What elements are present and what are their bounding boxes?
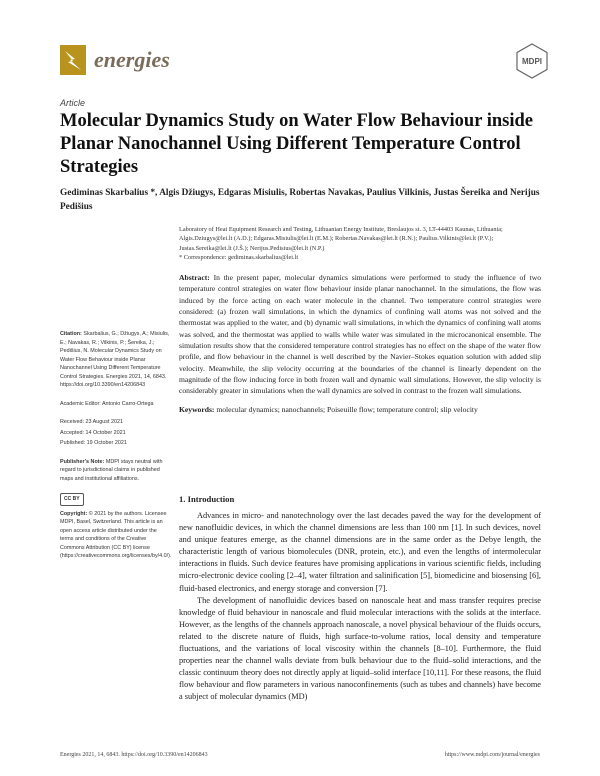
section-heading: 1. Introduction: [179, 494, 235, 504]
article-title: Molecular Dynamics Study on Water Flow Behaviour inside Planar Nanochannel Using Different Temperature Control Strategies: [60, 111, 533, 177]
article-type: Article: [60, 98, 86, 108]
journal-header: [60, 43, 550, 83]
journal-logo-icon: [60, 45, 86, 75]
front-matter: [179, 225, 541, 416]
editor-label: Academic Editor:: [60, 400, 101, 407]
publisher-note-label: Publisher’s Note:: [60, 458, 105, 465]
editor-name: Antonio Carro-Ortega: [101, 400, 154, 407]
copyright-label: Copyright:: [60, 510, 88, 517]
copyright-block: [60, 493, 170, 561]
abstract-label: Abstract:: [179, 273, 210, 283]
footer-citation: Energies 2021, 14, 6843. https://doi.org/10.3390/en14206843: [60, 752, 208, 758]
citation-label: Citation:: [60, 331, 82, 337]
citation-block: [60, 330, 170, 390]
abstract: [179, 272, 541, 396]
journal-name: energies: [94, 47, 170, 72]
keywords-label: Keywords:: [179, 405, 215, 415]
author-list: Gediminas Skarbalius *, Algis Džiugys, Edgaras Misiulis, Robertas Navakas, Paulius Vilkinis, Justas Šereika and Nerijus Pedišius: [60, 188, 540, 212]
keywords: [179, 404, 541, 415]
keywords-text: molecular dynamics; nanochannels; Poiseuille flow; temperature control; slip velocity: [216, 405, 478, 415]
affiliation: Laboratory of Heat Equipment Research and Testing, Lithuanian Energy Institute, Breslaujos st. 3, LT-44403 Kaunas, Lithuania; Algis.Dziugys@lei.lt (A.D.); Edgaras.Misiulis@lei.lt (E.M.); Robertas.Navakas@lei.lt (R.N.); Paulius.Vilkinis@lei.lt (P.V.); Justas.Sereika@lei.lt (J.Š.); Nerijus.Pedisius@lei.lt (N.P.): [179, 226, 503, 252]
published-date: Published: 19 October 2021: [60, 440, 127, 446]
footer-journal-link[interactable]: https://www.mdpi.com/journal/energies: [444, 752, 540, 758]
mdpi-logo-icon: [514, 43, 550, 79]
dates-block: [60, 418, 170, 448]
copyright-text: © 2021 by the authors. Licensee MDPI, Basel, Switzerland. This article is an open access article distributed under the terms and conditions of the Creative Commons Attribution (CC BY) license (https://creativecommons.org/licenses/by/4.0/).: [60, 510, 172, 559]
abstract-text: In the present paper, molecular dynamics simulations were performed to study the influence of two temperature control strategies on water flow behaviour inside planar nanochannel. In the simulations, the flow was induced by the force acting on each water molecule in the channel. Two temperature control strategies were considered: (a) frozen wall simulations, in which the dynamics of confining wall atoms was not solved and the thermostat was applied to the water, and (b) dynamic wall simulations, in which the dynamics of confining wall atoms was solved, and the thermostat was applied to walls while water was simulated in the microcanonical ensemble. The simulation results show that the considered temperature control strategies has no effect on the shape of the water flow profile, and flow behaviour in the channel is well described by the Navier–Stokes equation solution with added slip velocity. Meanwhile, the slip velocity occurring at the boundaries of the channel is linearly dependent on the magnitude of the flow inducing force in both frozen wall and dynamic wall simulations. However, the slip velocity is considerably greater in simulations when the wall dynamics are solved in contrast to the frozen wall simulations.: [179, 273, 541, 396]
introduction-section: [179, 494, 541, 704]
citation-text: Skarbalius, G.; Džiugys, A.; Misiulis, E.; Navakas, R.; Vilkinis, P.; Šereika, J.; Pedišius, N. Molecular Dynamics Study on Water Flow Behaviour inside Planar Nanochannel Using Different Temperature Control Strategies. Energies 2021, 14, 6843. https://doi.org/10.3390/en14206843: [60, 331, 170, 388]
intro-paragraph-2: The development of nanofluidic devices based on nanoscale heat and mass transfer requires precise knowledge of fluid behaviour in nanoscale and fluid molecular interactions with the solids at the interface. However, as the lengths of the channels approach nanoscale, a novel physical behaviour of the fluids occurs, related to the discrete nature of fluids, high surface-to-volume ratios, local density and temperature fluctuations, and the variations of local viscosity within the channels [8–10]. Furthermore, the fluid properties near the channel walls deviate from bulk behaviour due to the fluid–solid interactions, and the classic continuum theory does not directly apply at liquid–solid interface [10,11]. For these reasons, the fluid flow behaviour and flow parameters in various nanoconfinements (such as tubes and channels) have become a subject of molecular dynamics (MD): [179, 595, 541, 702]
mdpi-label: MDPI: [522, 57, 542, 66]
page-footer: [60, 752, 540, 758]
intro-paragraph-1: Advances in micro- and nanotechnology over the last decades paved the way for the development of new nanofluidic devices, in which the channel dimensions are less than 100 nm [1]. In such devices, novel and unique features emerge, as the channel dimensions are in the same order as the Debye length, the characteristic length of various biomolecules (DNR, protein, etc.), and even the lengths of intermolecular interactions in fluids. Such device features have promising applications in various scientific fields, including micro-electronic device cooling [2–4], water filtration and salinification [5], biomedicine and biosensing [6], fluid-based electronics, and energy storage and conversion [7].: [179, 511, 541, 593]
sidebar: [60, 330, 170, 571]
correspondence: * Correspondence: gediminas.skarbalius@lei.lt: [179, 253, 299, 261]
cc-license-icon[interactable]: CC BY: [60, 493, 84, 506]
publisher-note-text: MDPI stays neutral with regard to jurisdictional claims in published maps and institutional affiliations.: [60, 458, 163, 482]
editor-block: [60, 400, 170, 409]
received-date: Received: 23 August 2021: [60, 419, 123, 425]
publisher-note: [60, 458, 170, 484]
accepted-date: Accepted: 14 October 2021: [60, 429, 126, 436]
